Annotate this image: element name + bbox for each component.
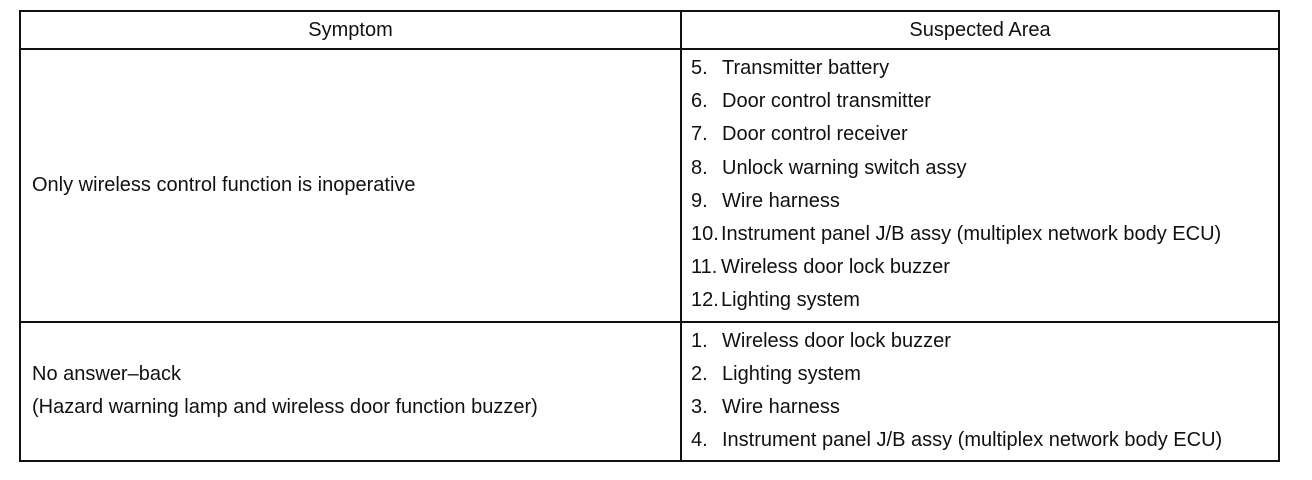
symptom-text: No answer–back (32, 363, 181, 386)
item-text: Transmitter battery (722, 57, 890, 79)
item-number: 7. (691, 123, 708, 146)
table-row (20, 49, 1279, 322)
item-text: Unlock warning switch assy (722, 156, 967, 179)
item-text: Lighting system (721, 289, 860, 312)
suspected-area-cell (681, 322, 1279, 462)
item-text: Door control transmitter (722, 90, 931, 113)
symptom-table (19, 10, 1280, 462)
item-number: 4. (691, 429, 708, 452)
header-symptom: Symptom (20, 11, 681, 49)
item-number: 6. (691, 90, 708, 113)
symptom-cell (20, 322, 681, 462)
header-suspected-area: Suspected Area (681, 11, 1279, 49)
list-item (691, 118, 1278, 151)
list-item (691, 358, 1278, 391)
item-text: Wireless door lock buzzer (722, 329, 951, 352)
symptom-cell (20, 49, 681, 322)
list-item (691, 218, 1278, 251)
item-number: 10. (691, 222, 719, 245)
list-item (691, 152, 1278, 185)
item-number: 3. (691, 395, 708, 418)
list-item (691, 325, 1278, 358)
symptom-text: Only wireless control function is inoperative (32, 173, 416, 196)
list-item (691, 284, 1278, 317)
item-text: Instrument panel J/B assy (multiplex network body ECU) (721, 222, 1222, 245)
symptom-detail-text: (Hazard warning lamp and wireless door function buzzer) (32, 396, 538, 419)
list-item (691, 185, 1278, 218)
header-row (20, 11, 1279, 49)
list-item (691, 424, 1278, 457)
item-number: 12. (691, 289, 719, 312)
item-number: 8. (691, 156, 708, 179)
item-text: Wireless door lock buzzer (721, 256, 950, 279)
suspected-area-cell (681, 49, 1279, 322)
item-number: 2. (691, 362, 708, 385)
item-number: 5. (691, 57, 708, 79)
item-text: Wire harness (722, 189, 840, 212)
item-text: Door control receiver (722, 123, 908, 146)
list-item (691, 85, 1278, 118)
item-text: Wire harness (722, 395, 840, 418)
list-item (691, 52, 1278, 85)
table-row (20, 322, 1279, 462)
item-number: 11. (691, 256, 718, 279)
list-item (691, 251, 1278, 284)
item-text: Lighting system (722, 362, 861, 385)
item-number: 9. (691, 189, 708, 212)
item-text: Instrument panel J/B assy (multiplex network body ECU) (722, 429, 1223, 452)
list-item (691, 391, 1278, 424)
item-number: 1. (691, 329, 708, 352)
